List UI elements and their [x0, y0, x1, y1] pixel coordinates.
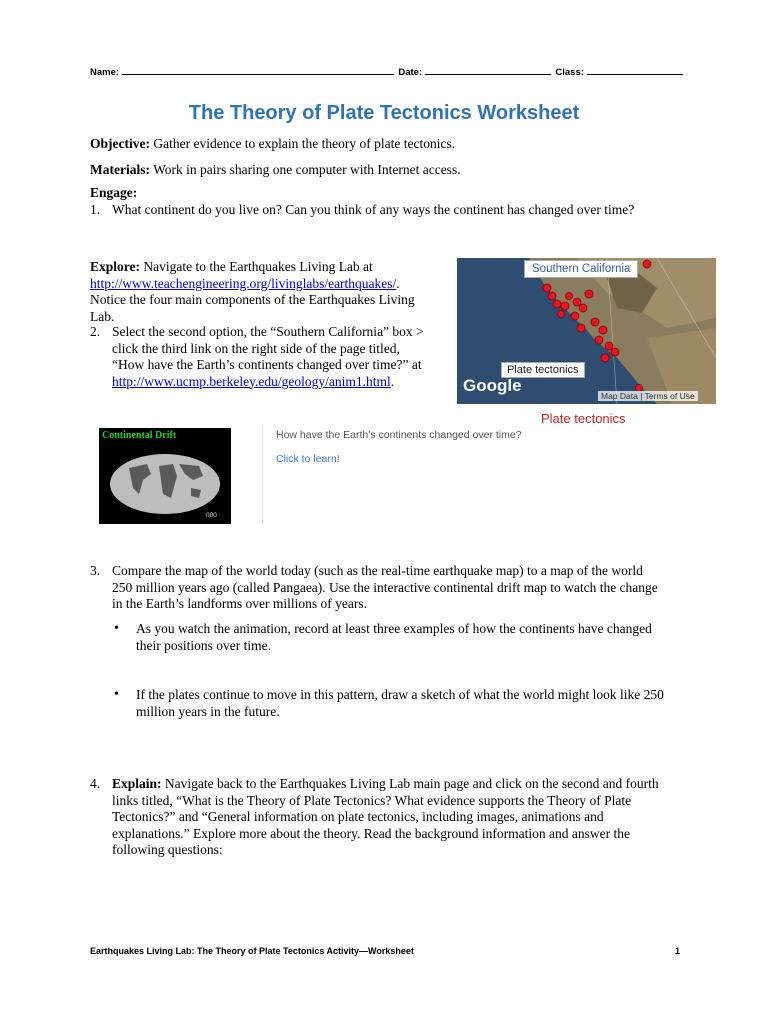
plate-tectonics-label: Plate tectonics — [501, 362, 585, 378]
bullet-2-line-2: million years in the future. — [136, 703, 280, 719]
explore-notice: Notice the four main components of the Earthquakes Living Lab. — [90, 292, 415, 324]
southern-california-label: Southern California — [524, 260, 638, 278]
terms-of-use-text: Terms of Use — [644, 391, 695, 401]
question-4-line-1: Navigate back to the Earthquakes Living Lab main page and click on the second and fourth — [164, 776, 659, 791]
question-4-line-3: Tectonics?” and “General information on plate tectonics, including images, animations and — [112, 809, 604, 824]
earthquakes-lab-link[interactable]: http://www.teachengineering.org/livinglabs/earthquakes/ — [90, 275, 397, 291]
objective-text: Gather evidence to explain the theory of plate tectonics. — [153, 136, 456, 151]
student-info-header — [90, 65, 690, 78]
question-1-text: What continent do you live on? Can you think of any ways the continent has changed over time? — [112, 202, 635, 217]
explore-section — [90, 259, 440, 325]
date-label: Date: — [398, 67, 423, 78]
bullet-1-line-1: As you watch the animation, record at least three examples of how the continents have changed — [136, 621, 652, 636]
question-4-line-4: explanations.” Explore more about the theory. Read the background information and answer the — [112, 825, 630, 841]
objective-label: Objective: — [90, 136, 150, 151]
explore-intro: Navigate to the Earthquakes Living Lab at — [143, 259, 373, 274]
engage-label: Engage: — [90, 185, 138, 200]
class-field[interactable] — [587, 65, 683, 75]
bullet-icon: • — [114, 621, 119, 636]
materials-text: Work in pairs sharing one computer with Internet access. — [153, 162, 461, 177]
question-3-bullet-2 — [114, 687, 684, 721]
question-2-line-1: Select the second option, the “Southern California” box > — [112, 324, 424, 339]
question-1-number: 1. — [90, 202, 101, 217]
question-4-line-5: following questions: — [112, 842, 223, 857]
question-3-line-3: in the Earth’s landforms over millions of years. — [112, 596, 367, 611]
question-1 — [90, 202, 690, 220]
world-map-graphic — [99, 428, 231, 524]
drift-counter: 000 — [206, 512, 217, 519]
page-footer — [90, 946, 680, 956]
drift-card-question: How have the Earth’s continents changed over time? — [276, 429, 522, 441]
date-field[interactable] — [425, 65, 551, 75]
bullet-2-line-1: If the plates continue to move in this pattern, draw a sketch of what the world might look like 250 — [136, 687, 664, 702]
question-3-line-2: 250 million years ago (called Pangaea). Use the interactive continental drift map to watch the change — [112, 579, 658, 595]
map-attribution: Map Data | Terms of Use — [598, 391, 698, 401]
page-title: The Theory of Plate Tectonics Worksheet — [188, 102, 580, 124]
class-label: Class: — [555, 67, 584, 78]
ucmp-animation-link[interactable]: http://www.ucmp.berkeley.edu/geology/anim1.html — [112, 373, 391, 389]
continental-drift-image — [99, 428, 231, 524]
materials-label: Materials: — [90, 162, 150, 177]
question-2-line-2: click the third link on the right side of the page titled, — [112, 340, 400, 356]
question-4-number: 4. — [90, 776, 101, 791]
click-to-learn-link[interactable]: Click to learn! — [276, 453, 340, 465]
explore-period-1: . — [396, 275, 400, 291]
question-3 — [90, 563, 690, 615]
question-4-line-2: links titled, “What is the Theory of Plate Tectonics? What evidence supports the Theory of Plate — [112, 792, 632, 808]
southern-california-map-image — [457, 258, 716, 404]
explore-label: Explore: — [90, 259, 140, 274]
name-label: Name: — [90, 67, 120, 78]
footer-text: Earthquakes Living Lab: The Theory of Plate Tectonics Activity—Worksheet — [90, 946, 414, 956]
drift-link-card — [262, 424, 553, 524]
question-4 — [90, 776, 690, 862]
question-3-line-1: Compare the map of the world today (such as the real-time earthquake map) to a map of the world — [112, 563, 643, 578]
explore-period-2: . — [390, 373, 395, 389]
question-3-number: 3. — [90, 563, 101, 578]
question-3-bullet-1 — [114, 621, 684, 655]
objective — [90, 136, 690, 153]
explain-label: Explain: — [112, 776, 162, 791]
map-data-text: Map Data — [601, 391, 638, 401]
name-field[interactable] — [122, 65, 394, 75]
bullet-icon: • — [114, 687, 119, 702]
bullet-1-line-2: their positions over time. — [136, 637, 271, 653]
question-2-number: 2. — [90, 324, 101, 339]
google-logo: Google — [463, 376, 522, 395]
question-2 — [90, 324, 445, 394]
materials — [90, 162, 690, 179]
page-number: 1 — [674, 946, 680, 956]
continental-drift-title: Continental Drift — [102, 430, 177, 441]
map-caption: Plate tectonics — [541, 411, 626, 426]
question-2-line-3: “How have the Earth’s continents changed over time?” at — [112, 357, 422, 372]
